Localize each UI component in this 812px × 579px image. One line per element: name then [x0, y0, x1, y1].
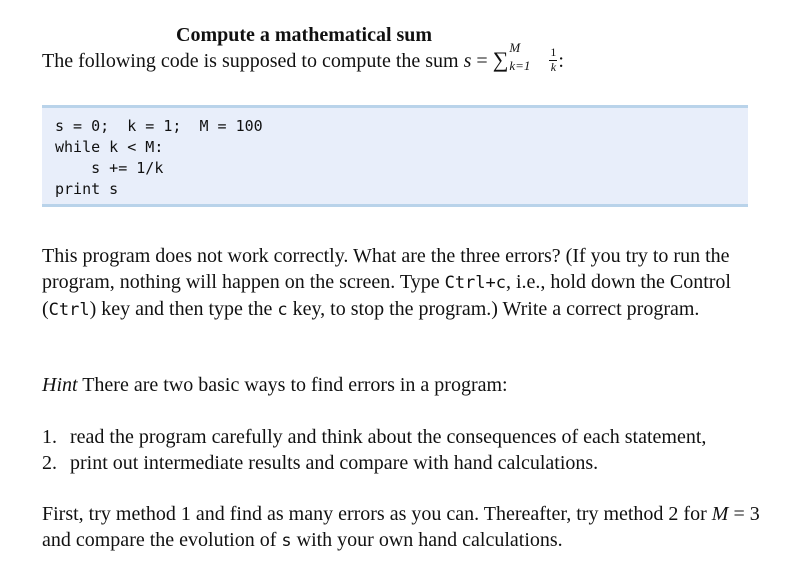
list-item-number: 2. [42, 452, 57, 474]
paragraph-text: , i.e., hold down the Control ( [42, 271, 731, 320]
code-block [42, 105, 748, 207]
equals-sign: = [476, 50, 488, 72]
inline-code-c: c [277, 300, 288, 320]
code-line: print s [55, 180, 119, 198]
method-list [42, 424, 762, 476]
code-line: s += 1/k [55, 159, 164, 177]
paragraph-text: with your own hand calculations. [291, 529, 563, 551]
hint-text: There are two basic ways to find errors in a program: [77, 374, 508, 396]
problem-paragraph [42, 243, 762, 323]
list-item [42, 450, 762, 476]
intro-trailing: : [558, 50, 564, 72]
sum-symbol: ∑ [492, 47, 509, 72]
inline-code-ctrl-c: Ctrl+c [444, 273, 506, 293]
paragraph-text: First, try method 1 and find as many errors as you can. Thereafter, try method 2 for [42, 503, 712, 525]
sum-lower-limit: k=1 [509, 58, 531, 73]
sum-limits [508, 40, 548, 73]
math-variable-s: s [463, 50, 472, 72]
fraction-numerator: 1 [550, 45, 557, 59]
paragraph-text: key, to stop the program.) Write a correct program. [287, 298, 700, 320]
page-title: Compute a mathematical sum [176, 24, 433, 46]
inline-code-ctrl: Ctrl [48, 300, 90, 320]
intro-sentence [42, 40, 564, 75]
intro-text: The following code is supposed to compute the sum [42, 50, 459, 72]
instruction-paragraph [42, 501, 762, 554]
hint-paragraph [42, 372, 762, 398]
list-item-number: 1. [42, 426, 57, 448]
code-line: s = 0; k = 1; M = 100 [55, 117, 263, 135]
math-variable-m: M [711, 503, 729, 525]
code-line: while k < M: [55, 138, 164, 156]
code-text [55, 116, 263, 200]
paragraph-text: ) key and then type the [89, 298, 278, 320]
list-item-text: print out intermediate results and compare with hand calculations. [70, 452, 599, 474]
inline-code-s: s [281, 531, 292, 551]
list-item-text: read the program carefully and think about the consequences of each statement, [70, 426, 707, 448]
fraction [548, 45, 558, 74]
sum-upper-limit: M [509, 40, 521, 55]
paragraph-text: This program does not work correctly. What are the three errors? (If you try to run the program, nothing will happen on the screen. Type [42, 245, 730, 293]
paragraph-text: = 3 and compare the evolution of [42, 503, 760, 551]
hint-label: Hint [42, 374, 78, 396]
fraction-denominator: k [550, 60, 557, 74]
list-item [42, 424, 762, 450]
